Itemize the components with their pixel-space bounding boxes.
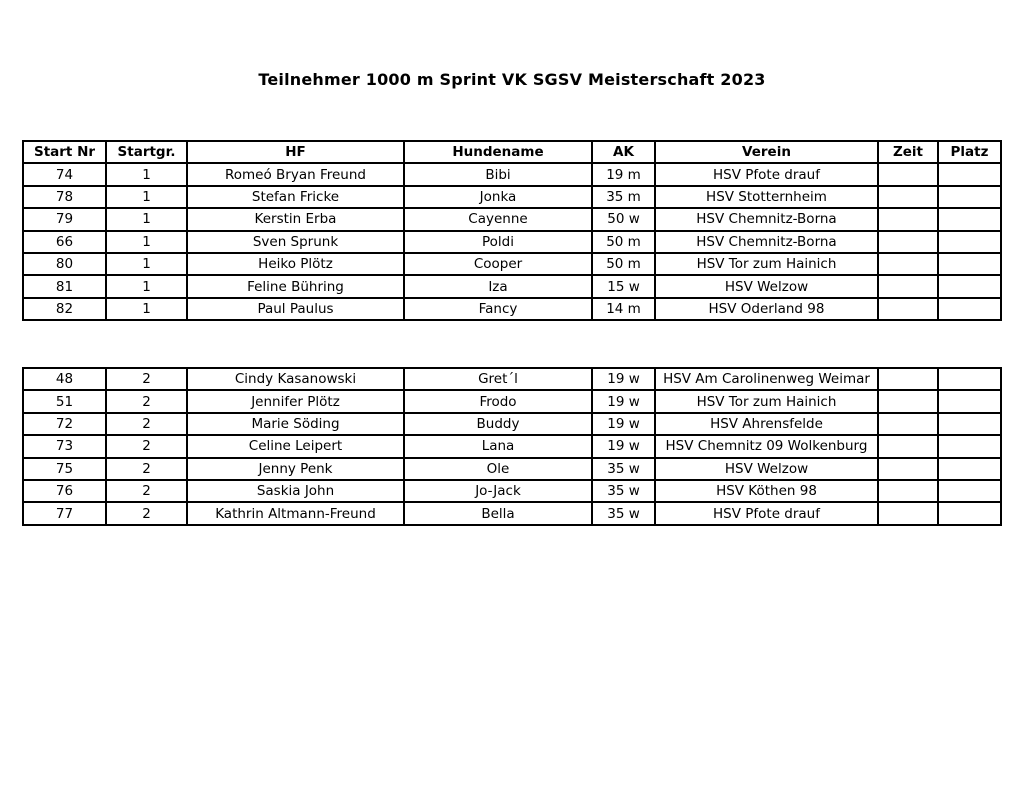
cell-zeit (878, 253, 938, 275)
cell-startgruppe: 1 (106, 163, 187, 185)
cell-startgruppe: 1 (106, 208, 187, 230)
cell-verein: HSV Ahrensfelde (655, 413, 878, 435)
cell-start-nr: 74 (23, 163, 106, 185)
cell-zeit (878, 502, 938, 524)
cell-start-nr: 76 (23, 480, 106, 502)
table-row (23, 390, 1001, 412)
cell-ak: 19 w (592, 390, 655, 412)
cell-hundename: Ole (404, 458, 592, 480)
participants-table-group-1 (22, 140, 1002, 321)
cell-ak: 19 w (592, 368, 655, 390)
cell-start-nr: 75 (23, 458, 106, 480)
cell-platz (938, 208, 1001, 230)
cell-verein: HSV Tor zum Hainich (655, 253, 878, 275)
header-platz: Platz (938, 141, 1001, 163)
cell-startgruppe: 1 (106, 186, 187, 208)
cell-verein: HSV Welzow (655, 458, 878, 480)
cell-platz (938, 413, 1001, 435)
cell-hf: Stefan Fricke (187, 186, 404, 208)
cell-zeit (878, 480, 938, 502)
cell-platz (938, 253, 1001, 275)
header-verein: Verein (655, 141, 878, 163)
cell-platz (938, 480, 1001, 502)
cell-startgruppe: 2 (106, 435, 187, 457)
cell-startgruppe: 2 (106, 368, 187, 390)
cell-platz (938, 163, 1001, 185)
cell-platz (938, 458, 1001, 480)
cell-zeit (878, 435, 938, 457)
cell-hundename: Iza (404, 275, 592, 297)
cell-ak: 50 m (592, 253, 655, 275)
cell-platz (938, 275, 1001, 297)
header-hundename: Hundename (404, 141, 592, 163)
header-hf: HF (187, 141, 404, 163)
cell-hf: Heiko Plötz (187, 253, 404, 275)
cell-startgruppe: 2 (106, 390, 187, 412)
cell-ak: 19 w (592, 413, 655, 435)
cell-startgruppe: 1 (106, 275, 187, 297)
table-row (23, 298, 1001, 320)
cell-hf: Jennifer Plötz (187, 390, 404, 412)
cell-zeit (878, 368, 938, 390)
cell-ak: 35 m (592, 186, 655, 208)
cell-hundename: Buddy (404, 413, 592, 435)
page-title: Teilnehmer 1000 m Sprint VK SGSV Meisterschaft 2023 (258, 70, 766, 89)
cell-start-nr: 78 (23, 186, 106, 208)
cell-platz (938, 298, 1001, 320)
cell-verein: HSV Stotternheim (655, 186, 878, 208)
cell-startgruppe: 1 (106, 298, 187, 320)
header-start-nr: Start Nr (23, 141, 106, 163)
table-row (23, 208, 1001, 230)
cell-zeit (878, 413, 938, 435)
table-row (23, 253, 1001, 275)
cell-hundename: Fancy (404, 298, 592, 320)
cell-start-nr: 80 (23, 253, 106, 275)
cell-verein: HSV Am Carolinenweg Weimar (655, 368, 878, 390)
cell-hundename: Frodo (404, 390, 592, 412)
cell-zeit (878, 458, 938, 480)
cell-startgruppe: 1 (106, 231, 187, 253)
table-row (23, 163, 1001, 185)
cell-hf: Kerstin Erba (187, 208, 404, 230)
cell-hf: Kathrin Altmann-Freund (187, 502, 404, 524)
cell-ak: 35 w (592, 502, 655, 524)
table-row (23, 186, 1001, 208)
table-row (23, 368, 1001, 390)
cell-ak: 15 w (592, 275, 655, 297)
table-row (23, 231, 1001, 253)
cell-start-nr: 48 (23, 368, 106, 390)
cell-start-nr: 51 (23, 390, 106, 412)
cell-platz (938, 186, 1001, 208)
cell-start-nr: 72 (23, 413, 106, 435)
cell-verein: HSV Köthen 98 (655, 480, 878, 502)
cell-verein: HSV Chemnitz 09 Wolkenburg (655, 435, 878, 457)
cell-hf: Romeó Bryan Freund (187, 163, 404, 185)
header-ak: AK (592, 141, 655, 163)
cell-zeit (878, 275, 938, 297)
cell-hundename: Gret´l (404, 368, 592, 390)
cell-hf: Paul Paulus (187, 298, 404, 320)
cell-ak: 35 w (592, 480, 655, 502)
cell-hundename: Bibi (404, 163, 592, 185)
cell-zeit (878, 163, 938, 185)
cell-startgruppe: 1 (106, 253, 187, 275)
cell-hundename: Bella (404, 502, 592, 524)
cell-startgruppe: 2 (106, 458, 187, 480)
cell-start-nr: 79 (23, 208, 106, 230)
cell-hf: Cindy Kasanowski (187, 368, 404, 390)
header-startgruppe: Startgr. (106, 141, 187, 163)
cell-verein: HSV Pfote drauf (655, 502, 878, 524)
cell-hf: Celine Leipert (187, 435, 404, 457)
cell-zeit (878, 186, 938, 208)
cell-zeit (878, 390, 938, 412)
table-row (23, 458, 1001, 480)
cell-verein: HSV Welzow (655, 275, 878, 297)
cell-verein: HSV Pfote drauf (655, 163, 878, 185)
cell-hf: Jenny Penk (187, 458, 404, 480)
cell-zeit (878, 208, 938, 230)
cell-platz (938, 435, 1001, 457)
cell-hf: Feline Bühring (187, 275, 404, 297)
cell-hundename: Lana (404, 435, 592, 457)
cell-startgruppe: 2 (106, 480, 187, 502)
header-zeit: Zeit (878, 141, 938, 163)
cell-start-nr: 81 (23, 275, 106, 297)
cell-hundename: Cooper (404, 253, 592, 275)
cell-hundename: Poldi (404, 231, 592, 253)
table-row (23, 435, 1001, 457)
cell-platz (938, 502, 1001, 524)
table-body-group-2 (23, 368, 1001, 525)
cell-platz (938, 368, 1001, 390)
cell-verein: HSV Oderland 98 (655, 298, 878, 320)
cell-verein: HSV Chemnitz-Borna (655, 208, 878, 230)
participants-table-group-2 (22, 367, 1002, 526)
cell-hf: Sven Sprunk (187, 231, 404, 253)
table-row (23, 502, 1001, 524)
cell-verein: HSV Tor zum Hainich (655, 390, 878, 412)
table-row (23, 413, 1001, 435)
cell-verein: HSV Chemnitz-Borna (655, 231, 878, 253)
table-row (23, 480, 1001, 502)
cell-zeit (878, 298, 938, 320)
table-row (23, 275, 1001, 297)
cell-start-nr: 77 (23, 502, 106, 524)
cell-ak: 19 w (592, 435, 655, 457)
cell-platz (938, 390, 1001, 412)
table-header-row (23, 141, 1001, 163)
cell-start-nr: 82 (23, 298, 106, 320)
cell-ak: 35 w (592, 458, 655, 480)
cell-start-nr: 66 (23, 231, 106, 253)
cell-platz (938, 231, 1001, 253)
cell-ak: 50 w (592, 208, 655, 230)
cell-ak: 50 m (592, 231, 655, 253)
table-body-group-1 (23, 163, 1001, 320)
cell-hf: Marie Söding (187, 413, 404, 435)
cell-hundename: Cayenne (404, 208, 592, 230)
cell-zeit (878, 231, 938, 253)
cell-hundename: Jonka (404, 186, 592, 208)
cell-start-nr: 73 (23, 435, 106, 457)
cell-startgruppe: 2 (106, 413, 187, 435)
cell-hf: Saskia John (187, 480, 404, 502)
cell-ak: 19 m (592, 163, 655, 185)
cell-startgruppe: 2 (106, 502, 187, 524)
cell-ak: 14 m (592, 298, 655, 320)
cell-hundename: Jo-Jack (404, 480, 592, 502)
